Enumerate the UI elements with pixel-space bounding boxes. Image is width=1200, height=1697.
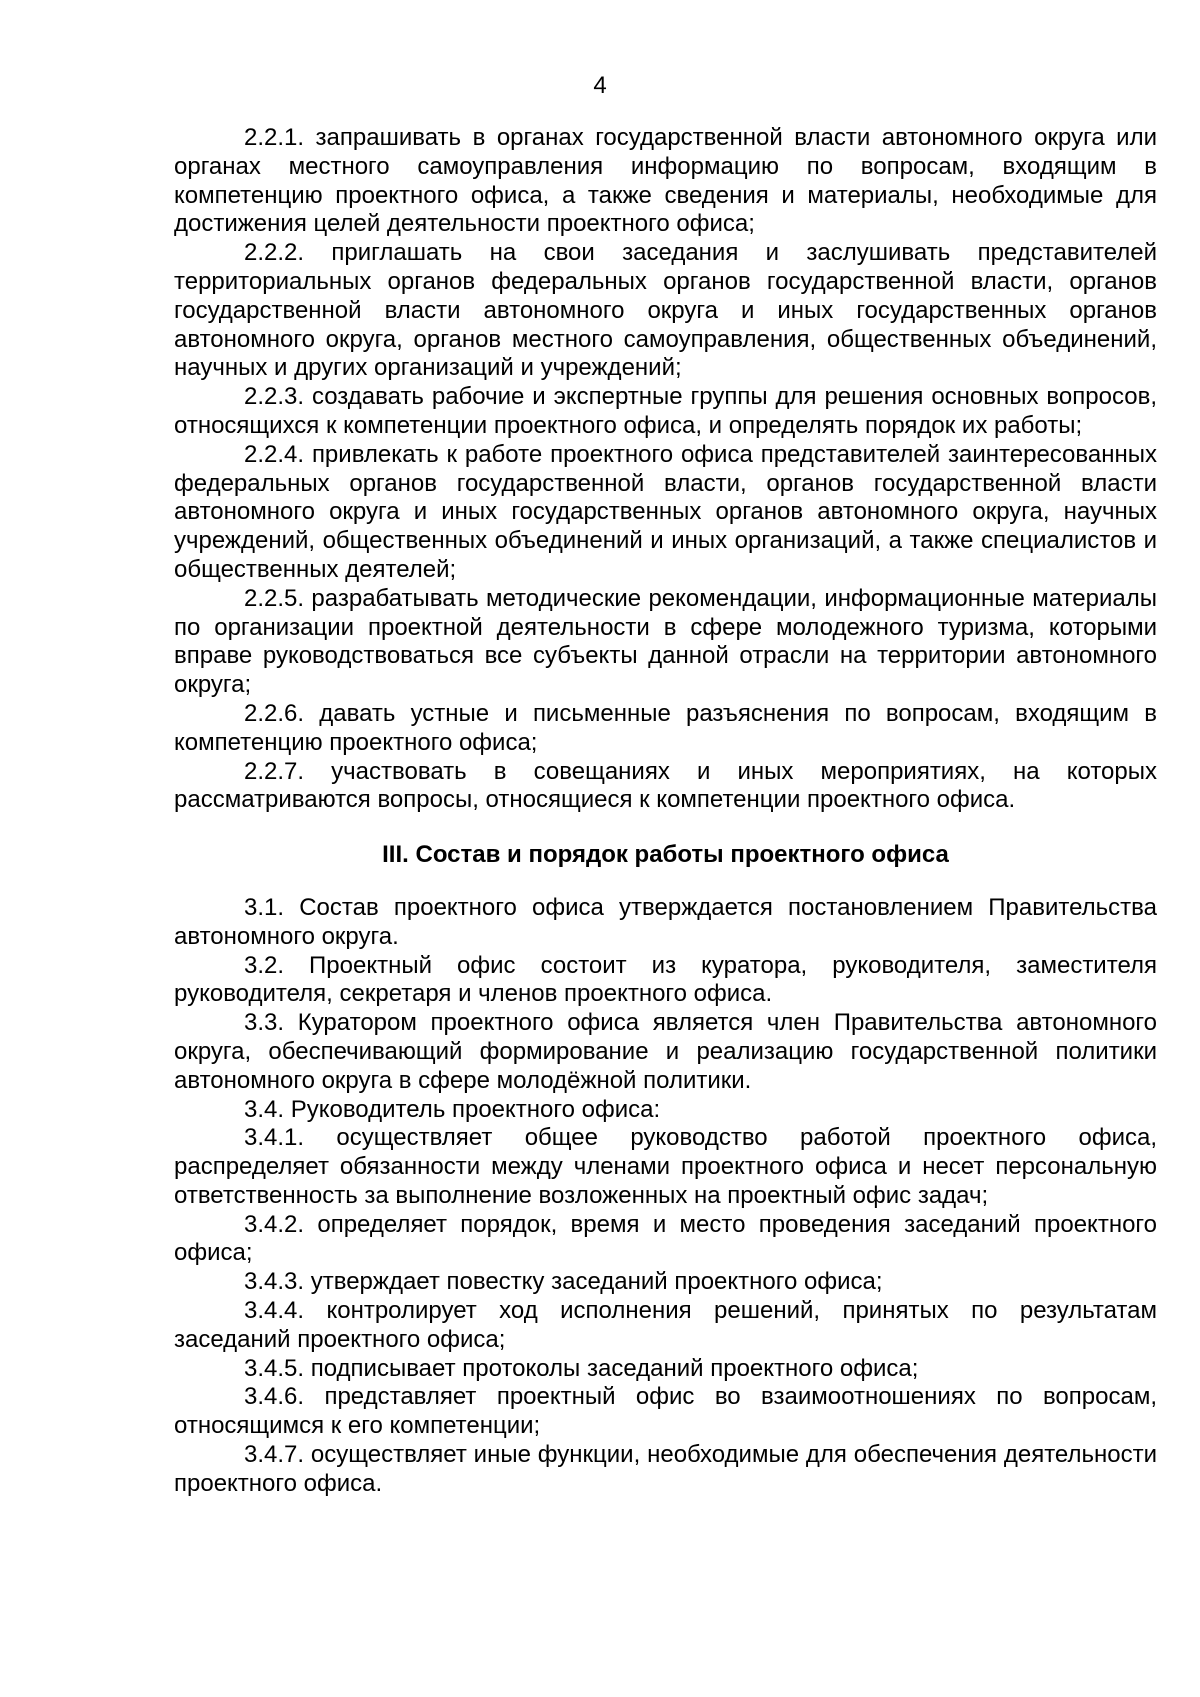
clause-2-2-2: 2.2.2. приглашать на свои заседания и заслушивать представителей территориальных органов федеральных органов государственной власти, органов государственной власти автономного округа и иных государственных органов автономного округа, органов местного самоуправления, общественных объединений, научных и других организаций и учреждений; [174, 239, 1157, 382]
clause-3-3: 3.3. Куратором проектного офиса является член Правительства автономного округа, обеспечивающий формирование и реализацию государственной политики автономного округа в сфере молодёжной политики. [174, 1009, 1157, 1094]
page-number: 4 [593, 72, 607, 99]
clause-2-2-3: 2.2.3. создавать рабочие и экспертные группы для решения основных вопросов, относящихся к компетенции проектного офиса, и определять порядок их работы; [174, 383, 1157, 439]
clause-3-4-6: 3.4.6. представляет проектный офис во взаимоотношениях по вопросам, относящимся к его компетенции; [174, 1383, 1157, 1440]
clause-2-2-5: 2.2.5. разрабатывать методические рекомендации, информационные материалы по организации проектной деятельности в сфере молодежного туризма, которыми вправе руководствоваться все субъекты данной отрасли на территории автономного округа; [174, 584, 1157, 699]
clause-2-2-6: 2.2.6. давать устные и письменные разъяснения по вопросам, входящим в компетенцию проектного офиса; [174, 699, 1157, 756]
clause-3-4-3: 3.4.3. утверждает повестку заседаний проектного офиса; [244, 1268, 883, 1296]
section-heading: III. Состав и порядок работы проектного офиса [382, 841, 949, 869]
clause-2-2-7: 2.2.7. участвовать в совещаниях и иных мероприятиях, на которых рассматриваются вопросы, относящиеся к компетенции проектного офиса. [174, 757, 1157, 814]
clause-3-4-7: 3.4.7. осуществляет иные функции, необходимые для обеспечения деятельности проектного офиса. [174, 1441, 1157, 1497]
clause-3-4-2: 3.4.2. определяет порядок, время и место проведения заседаний проектного офиса; [174, 1210, 1157, 1267]
clause-3-2: 3.2. Проектный офис состоит из куратора, руководителя, заместителя руководителя, секретаря и членов проектного офиса. [174, 951, 1157, 1008]
clause-3-1: 3.1. Состав проектного офиса утверждается постановлением Правительства автономного округа. [174, 893, 1157, 950]
clause-3-4: 3.4. Руководитель проектного офиса: [244, 1095, 661, 1123]
clause-3-4-5: 3.4.5. подписывает протоколы заседаний проектного офиса; [244, 1354, 919, 1382]
clause-3-4-1: 3.4.1. осуществляет общее руководство работой проектного офиса, распределяет обязанности между членами проектного офиса и несет персональную ответственность за выполнение возложенных на проектный офис задач; [174, 1124, 1157, 1209]
clause-2-2-1: 2.2.1. запрашивать в органах государственной власти автономного округа или органах местного самоуправления информацию по вопросам, входящим в компетенцию проектного офиса, а также сведения и материалы, необходимые для достижения целей деятельности проектного офиса; [174, 124, 1157, 238]
clause-2-2-4: 2.2.4. привлекать к работе проектного офиса представителей заинтересованных федеральных органов государственной власти, органов государственной власти автономного округа и иных государственных органов автономного округа, научных учреждений, общественных объединений и иных организаций, а также специалистов и общественных деятелей; [174, 440, 1157, 583]
clause-3-4-4: 3.4.4. контролирует ход исполнения решений, принятых по результатам заседаний проектного офиса; [174, 1297, 1157, 1353]
document-body [174, 124, 1157, 1499]
